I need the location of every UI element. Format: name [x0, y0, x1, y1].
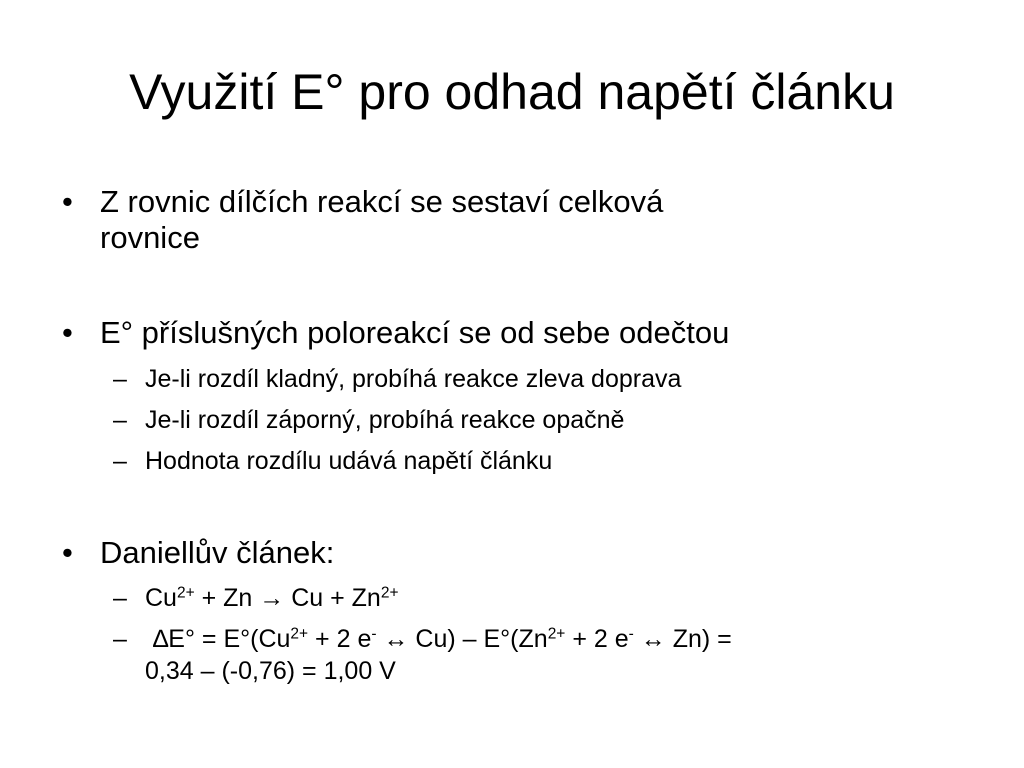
- bullet-icon: •: [62, 315, 73, 350]
- bullet-point: [62, 315, 730, 351]
- sub-bullet-text: Je-li rozdíl záporný, probíhá reakce opačně: [145, 406, 625, 434]
- dash-icon: –: [113, 365, 127, 393]
- eq-middle: + Zn → Cu + Zn: [194, 584, 381, 612]
- bullet-text: Daniellův článek:: [100, 535, 335, 570]
- eq2-copper-charge: 2+: [290, 625, 309, 643]
- bullet-text-continuation: rovnice: [100, 220, 200, 255]
- eq2-part1: ∆E° = E°(Cu: [153, 625, 291, 653]
- bullet-icon: •: [62, 184, 73, 219]
- bullet-continuation: [100, 220, 200, 256]
- eq2-part4: + 2 e: [565, 625, 629, 653]
- potential-equation: [113, 624, 732, 654]
- dash-icon: –: [113, 584, 127, 612]
- eq2-electron-charge: -: [371, 625, 377, 643]
- zinc-charge: 2+: [380, 584, 399, 602]
- reaction-equation: [113, 583, 399, 613]
- sub-bullet-text: Hodnota rozdílu udává napětí článku: [145, 447, 553, 475]
- bullet-icon: •: [62, 535, 73, 570]
- sub-bullet: [113, 446, 553, 476]
- bullet-point: [62, 535, 335, 571]
- eq-copper: Cu: [145, 584, 177, 612]
- eq2-electron-charge-2: -: [628, 625, 634, 643]
- eq2-zinc-charge: 2+: [547, 625, 566, 643]
- sub-bullet: [113, 405, 625, 435]
- dash-icon: –: [113, 406, 127, 434]
- bullet-text: Z rovnic dílčích reakcí se sestaví celková: [100, 184, 664, 219]
- potential-equation-continuation: [145, 656, 396, 686]
- sub-bullet-text: Je-li rozdíl kladný, probíhá reakce zleva doprava: [145, 365, 682, 393]
- bullet-text: E° příslušných poloreakcí se od sebe odečtou: [100, 315, 730, 350]
- bullet-point: [62, 184, 664, 220]
- copper-charge: 2+: [176, 584, 195, 602]
- dash-icon: –: [113, 447, 127, 475]
- eq2-part2: + 2 e: [308, 625, 372, 653]
- eq2-part3: ↔ Cu) – E°(Zn: [376, 625, 548, 653]
- sub-bullet: [113, 364, 682, 394]
- eq2-result: 0,34 – (-0,76) = 1,00 V: [145, 657, 396, 685]
- slide-title: Využití E° pro odhad napětí článku: [129, 64, 895, 120]
- eq2-part5: ↔ Zn) =: [633, 625, 732, 653]
- dash-icon: –: [113, 625, 127, 653]
